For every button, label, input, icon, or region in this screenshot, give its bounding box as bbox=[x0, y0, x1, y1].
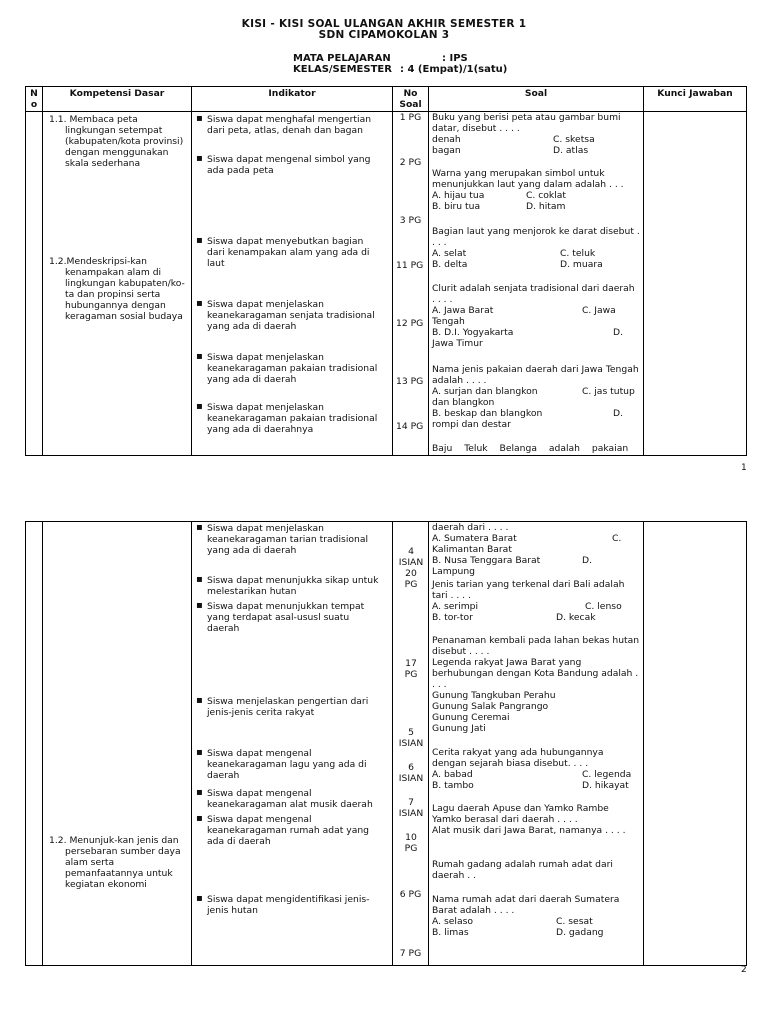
option-d: D. bbox=[613, 408, 623, 419]
option-c: C. jas tutup bbox=[582, 386, 635, 397]
question-number: 6 ISIAN bbox=[398, 762, 424, 784]
page-number: 2 bbox=[741, 965, 747, 975]
class-value: : 4 (Empat)/1(satu) bbox=[400, 64, 508, 75]
col-header-soal: Soal bbox=[429, 87, 644, 112]
cell-kunci bbox=[644, 522, 747, 966]
question-number: 1 PG bbox=[399, 112, 422, 123]
option-d: D. kecak bbox=[556, 612, 596, 623]
indicator-item: ▪ Siswa dapat mengenal simbol yang ada pada peta bbox=[195, 154, 379, 176]
cell-soal bbox=[429, 522, 644, 966]
option-c: C. teluk bbox=[560, 248, 596, 259]
option-line: Gunung Jati bbox=[432, 723, 486, 734]
col-header-kunci: Kunci Jawaban bbox=[644, 87, 747, 112]
indicator-item: ▪ Siswa dapat menjelaskan keanekaragaman tarian tradisional yang ada di daerah bbox=[195, 523, 379, 556]
option-a: A. serimpi bbox=[432, 601, 479, 612]
school-name: SDN CIPAMOKOLAN 3 bbox=[318, 29, 450, 41]
option-c: C. Jawa bbox=[582, 305, 616, 316]
question-number: 3 PG bbox=[399, 215, 422, 226]
question-number: 14 PG bbox=[396, 421, 424, 432]
question-stem: Buku yang berisi peta atau gambar bumi datar, disebut . . . . bbox=[432, 112, 621, 134]
option-b: B. tambo bbox=[432, 780, 474, 791]
class-label: KELAS/SEMESTER bbox=[293, 64, 392, 75]
indicator-item: ▪ Siswa dapat mengenal keanekaragaman rumah adat yang ada di daerah bbox=[195, 814, 379, 847]
kisi-table-page-1 bbox=[25, 86, 747, 456]
question-number: 7 ISIAN bbox=[398, 797, 424, 819]
question-9 bbox=[432, 657, 640, 734]
question-number: 2 PG bbox=[399, 157, 422, 168]
question-stem: Cerita rakyat yang ada hubungannya dengan sejarah biasa disebut. . . . bbox=[432, 747, 604, 769]
option-b: bagan bbox=[432, 145, 461, 156]
option-a: A. babad bbox=[432, 769, 473, 780]
indicator-item: ▪ Siswa dapat menunjukkan tempat yang terdapat asal-ususl suatu daerah bbox=[195, 601, 379, 634]
option-line: Gunung Salak Pangrango bbox=[432, 701, 549, 712]
subject-value: : IPS bbox=[442, 53, 468, 64]
question-12: Alat musik dari Jawa Barat, namanya . . . . bbox=[432, 825, 626, 836]
question-1 bbox=[432, 112, 640, 156]
question-stem: Bagian laut yang menjorok ke darat disebut . . . . bbox=[432, 226, 640, 248]
option-c: C. legenda bbox=[582, 769, 632, 780]
indicator-item: ▪ Siswa dapat mengidentifikasi jenis-jenis hutan bbox=[195, 894, 379, 916]
indicator-item: ▪ Siswa dapat menjelaskan keanekaragaman pakaian tradisional yang ada di daerah bbox=[195, 352, 379, 385]
option-a: A. Jawa Barat bbox=[432, 305, 494, 316]
page-1 bbox=[0, 0, 768, 497]
cell-kunci bbox=[644, 112, 747, 456]
col-header-kd: Kompetensi Dasar bbox=[43, 87, 192, 112]
option-d: D. hikayat bbox=[582, 780, 629, 791]
option-d: D. gadang bbox=[556, 927, 604, 938]
option-b: B. beskap dan blangkon bbox=[432, 408, 543, 419]
page-2 bbox=[0, 513, 768, 1024]
option-a: A. Sumatera Barat bbox=[432, 533, 517, 544]
question-10 bbox=[432, 747, 640, 791]
question-number: 12 PG bbox=[396, 318, 424, 329]
question-2 bbox=[432, 168, 640, 212]
indicator-item: ▪ Siswa dapat menjelaskan keanekaragaman pakaian tradisional yang ada di daerahnya bbox=[195, 402, 379, 435]
question-number: 10 PG bbox=[404, 832, 418, 854]
cell-no bbox=[26, 522, 43, 966]
col-header-indikator: Indikator bbox=[192, 87, 393, 112]
cell-no bbox=[26, 112, 43, 456]
option-line: Gunung Tangkuban Perahu bbox=[432, 690, 556, 701]
question-number: 4 ISIAN bbox=[398, 546, 424, 568]
option-c: C. coklat bbox=[526, 190, 567, 201]
indicator-item: ▪ Siswa dapat mengenal keanekaragaman lagu yang ada di daerah bbox=[195, 748, 379, 781]
kd-item: 1.2.Mendeskripsi-kan kenampakan alam di lingkungan kabupaten/ko-ta dan propinsi serta hubungannya dengan keragaman sosial budaya bbox=[49, 256, 185, 322]
table-row bbox=[26, 112, 747, 456]
kd-item: 1.1. Membaca peta lingkungan setempat (kabupaten/kota provinsi) dengan menggunakan skala sederhana bbox=[49, 114, 184, 169]
option-b: B. delta bbox=[432, 259, 468, 270]
option-d: D. muara bbox=[560, 259, 603, 270]
question-number: 13 PG bbox=[396, 376, 424, 387]
option-b: B. limas bbox=[432, 927, 469, 938]
question-4 bbox=[432, 283, 640, 349]
option-b: B. Nusa Tenggara Barat bbox=[432, 555, 541, 566]
question-5 bbox=[432, 364, 640, 430]
cell-no-soal bbox=[393, 112, 429, 456]
indicator-item: ▪ Siswa dapat menunjukka sikap untuk melestarikan hutan bbox=[195, 575, 379, 597]
option-d: D. hitam bbox=[526, 201, 566, 212]
question-14 bbox=[432, 894, 640, 938]
question-6-cont bbox=[432, 522, 640, 577]
indicator-item: ▪ Siswa dapat menyebutkan bagian dari kenampakan alam yang ada di laut bbox=[195, 236, 379, 269]
option-c-cont: Kalimantan Barat bbox=[432, 544, 512, 555]
question-3 bbox=[432, 226, 640, 270]
table-row bbox=[26, 522, 747, 966]
cell-soal bbox=[429, 112, 644, 456]
question-stem: Clurit adalah senjata tradisional dari daerah . . . . bbox=[432, 283, 635, 305]
option-a: A. selat bbox=[432, 248, 467, 259]
question-stem: Nama rumah adat dari daerah Sumatera Barat adalah . . . . bbox=[432, 894, 620, 916]
option-d-cont: Lampung bbox=[432, 566, 476, 577]
option-a: A. surjan dan blangkon bbox=[432, 386, 538, 397]
cell-no-soal bbox=[393, 522, 429, 966]
indicator-item: ▪ Siswa dapat mengenal keanekaragaman alat musik daerah bbox=[195, 788, 379, 810]
question-number: 17 PG bbox=[404, 658, 418, 680]
option-b: B. tor-tor bbox=[432, 612, 473, 623]
option-c-cont: Tengah bbox=[432, 316, 465, 327]
page-number: 1 bbox=[741, 463, 747, 473]
subject-label: MATA PELAJARAN bbox=[293, 53, 391, 64]
question-6-stem: Baju Teluk Belanga adalah pakaian bbox=[432, 443, 629, 454]
question-stem: daerah dari . . . . bbox=[432, 522, 509, 533]
question-13: Rumah gadang adalah rumah adat dari daerah . . bbox=[432, 859, 613, 881]
question-number: 7 PG bbox=[399, 948, 422, 959]
cell-kd bbox=[43, 112, 192, 456]
question-11: Lagu daerah Apuse dan Yamko Rambe Yamko berasal dari daerah . . . . bbox=[432, 803, 609, 825]
cell-kd bbox=[43, 522, 192, 966]
indicator-item: ▪ Siswa dapat menjelaskan keanekaragaman senjata tradisional yang ada di daerah bbox=[195, 299, 379, 332]
option-c: C. lenso bbox=[585, 601, 622, 612]
option-c: C. bbox=[612, 533, 622, 544]
option-d: D. bbox=[613, 327, 623, 338]
indicator-item: ▪ Siswa menjelaskan pengertian dari jenis-jenis cerita rakyat bbox=[195, 696, 379, 718]
col-header-no: N o bbox=[26, 87, 43, 112]
question-number: 20 PG bbox=[404, 568, 418, 590]
question-7 bbox=[432, 579, 640, 623]
option-line: Gunung Ceremai bbox=[432, 712, 510, 723]
kd-item: 1.2. Menunjuk-kan jenis dan persebaran sumber daya alam serta pemanfaatannya untuk kegiatan ekonomi bbox=[49, 835, 181, 890]
question-8: Penanaman kembali pada lahan bekas hutan disebut . . . . bbox=[432, 635, 640, 657]
indicator-item: ▪ Siswa dapat menghafal mengertian dari peta, atlas, denah dan bagan bbox=[195, 114, 379, 136]
table-header-row bbox=[26, 87, 747, 112]
option-b: B. biru tua bbox=[432, 201, 481, 212]
option-a: A. hijau tua bbox=[432, 190, 485, 201]
option-d-cont: Jawa Timur bbox=[432, 338, 483, 349]
option-d: D. atlas bbox=[553, 145, 589, 156]
option-c: C. sesat bbox=[556, 916, 593, 927]
question-number: 6 PG bbox=[399, 889, 422, 900]
col-header-no-soal: No Soal bbox=[393, 87, 429, 112]
cell-indikator bbox=[192, 522, 393, 966]
question-stem: Nama jenis pakaian daerah dari Jawa Tengah adalah . . . . bbox=[432, 364, 639, 386]
option-b: B. D.I. Yogyakarta bbox=[432, 327, 514, 338]
option-c: C. sketsa bbox=[553, 134, 595, 145]
option-d-cont: rompi dan destar bbox=[432, 419, 511, 430]
option-d: D. bbox=[582, 555, 592, 566]
question-stem: Legenda rakyat Jawa Barat yang berhubungan dengan Kota Bandung adalah . . . . bbox=[432, 657, 639, 690]
kisi-table-page-2 bbox=[25, 521, 747, 966]
document-title: KISI - KISI SOAL ULANGAN AKHIR SEMESTER 1 bbox=[241, 18, 527, 30]
option-a: A. selaso bbox=[432, 916, 473, 927]
question-number: 11 PG bbox=[396, 260, 424, 271]
question-number: 5 ISIAN bbox=[398, 727, 424, 749]
option-a: denah bbox=[432, 134, 461, 145]
option-c-cont: dan blangkon bbox=[432, 397, 495, 408]
page-gap bbox=[0, 497, 768, 513]
question-stem: Jenis tarian yang terkenal dari Bali adalah tari . . . . bbox=[432, 579, 625, 601]
cell-indikator bbox=[192, 112, 393, 456]
question-stem: Warna yang merupakan simbol untuk menunjukkan laut yang dalam adalah . . . bbox=[432, 168, 624, 190]
